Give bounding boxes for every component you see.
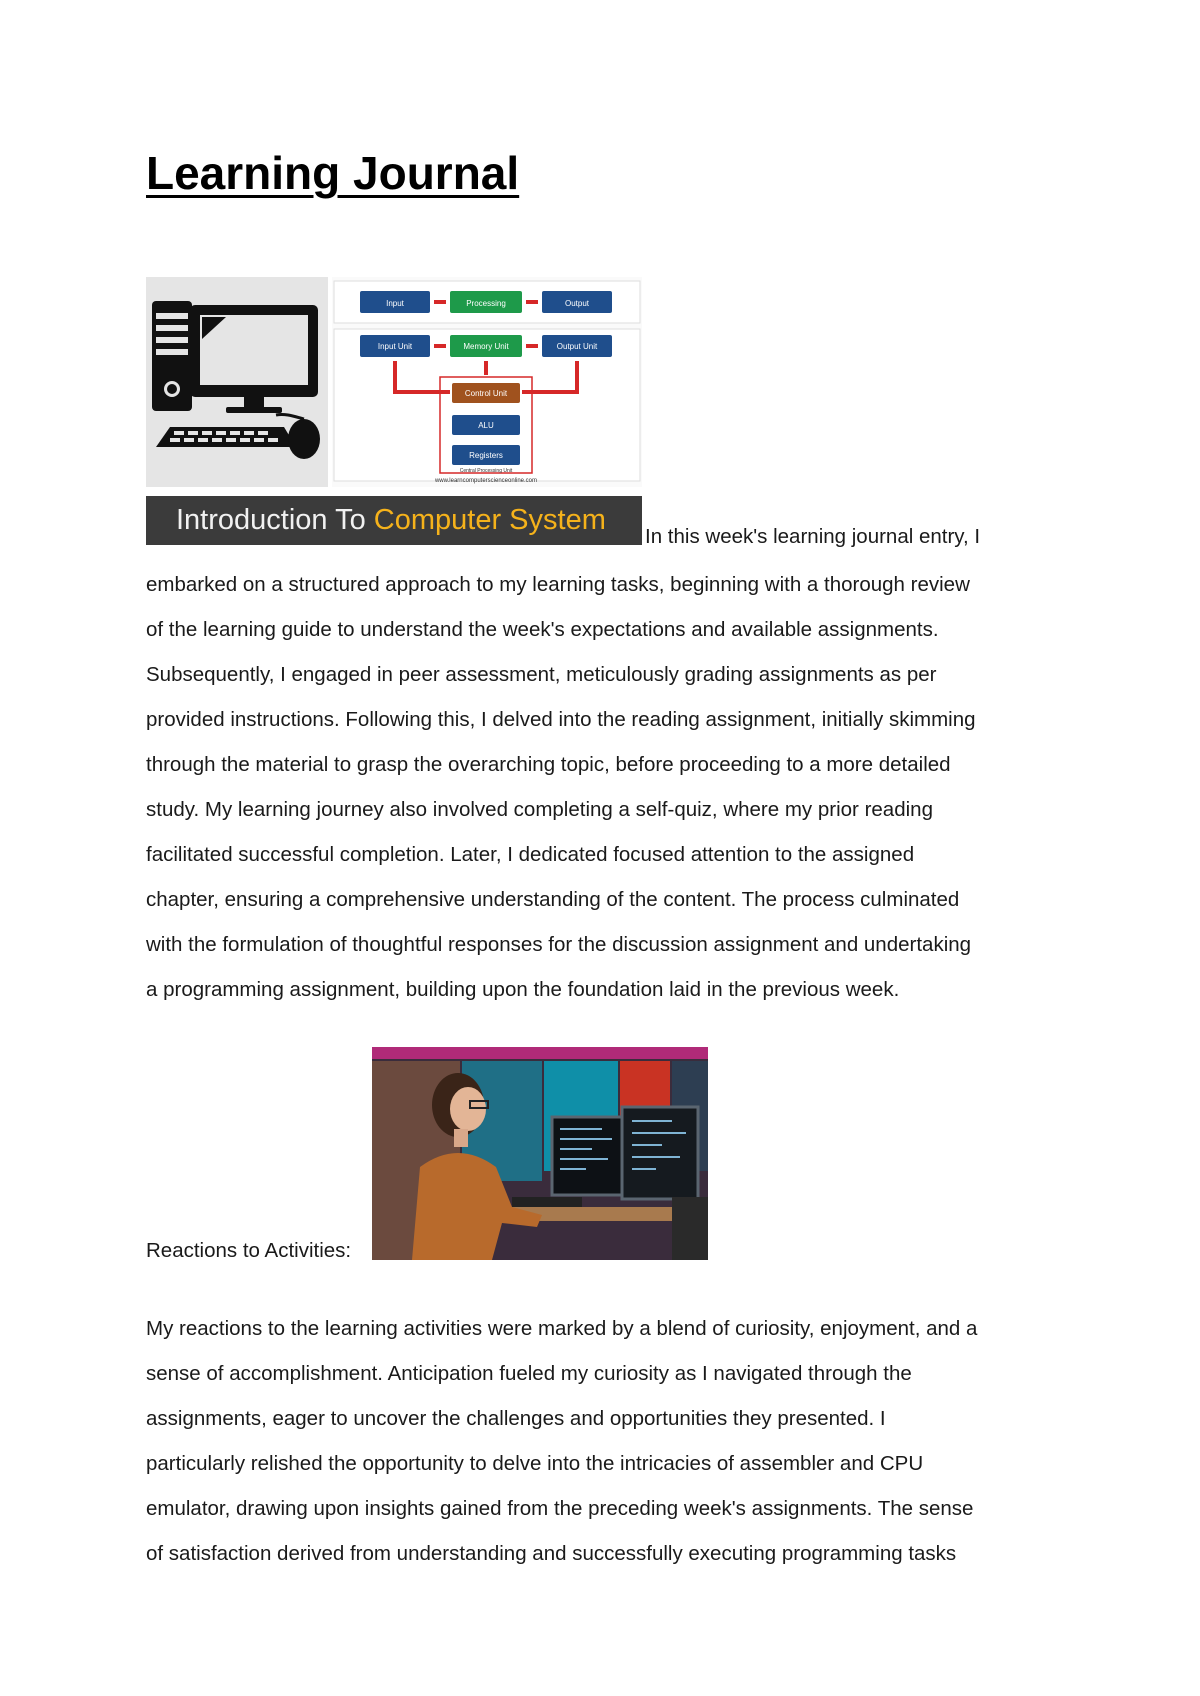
diagram-output-unit-label: Output Unit [556, 342, 598, 351]
computer-system-banner-image [146, 277, 642, 545]
diagram-control-unit-label: Control Unit [464, 389, 508, 398]
paragraph1-first-line: In this week's learning journal entry, I [645, 525, 981, 548]
banner-caption [146, 496, 642, 545]
paragraph1-line: chapter, ensuring a comprehensive understanding of the content. The process culminated [146, 888, 960, 911]
paragraph1-line: through the material to grasp the overarching topic, before proceeding to a more detailed [146, 753, 951, 776]
diagram-input-unit-label: Input Unit [377, 342, 413, 351]
diagram-cpu-label: Central Processing Unit [459, 468, 513, 474]
diagram-input-label: Input [386, 299, 404, 308]
computer-block-diagram [332, 277, 642, 487]
paragraph1-line: Subsequently, I engaged in peer assessment, meticulously grading assignments as per [146, 663, 937, 686]
diagram-processing-label: Processing [466, 299, 506, 308]
diagram-alu-label: ALU [478, 421, 494, 430]
paragraph1-line: embarked on a structured approach to my learning tasks, beginning with a thorough review [146, 573, 970, 596]
paragraph2-line: sense of accomplishment. Anticipation fueled my curiosity as I navigated through the [146, 1362, 912, 1385]
paragraph2-line: emulator, drawing upon insights gained from the preceding week's assignments. The sense [146, 1497, 974, 1520]
programmer-photo-illustration [372, 1047, 708, 1260]
paragraph1-line: facilitated successful completion. Later, I dedicated focused attention to the assigned [146, 843, 915, 866]
paragraph1-line: provided instructions. Following this, I delved into the reading assignment, initially skimming [146, 708, 976, 731]
paragraph2-line: particularly relished the opportunity to delve into the intricacies of assembler and CPU [146, 1452, 924, 1475]
block-diagram-svg [332, 277, 642, 487]
paragraph1-line: study. My learning journey also involved completing a self-quiz, where my prior reading [146, 798, 933, 821]
diagram-output-label: Output [564, 299, 590, 308]
diagram-website-label: www.learncomputerscienceonline.com [434, 478, 538, 484]
paragraph-1 [146, 562, 1066, 1012]
banner-caption-part2: Computer System [373, 504, 606, 536]
paragraph1-line: a programming assignment, building upon the foundation laid in the previous week. [146, 978, 900, 1001]
paragraph1-line: with the formulation of thoughtful responses for the discussion assignment and undertaking [146, 933, 972, 956]
paragraph1-line: of the learning guide to understand the week's expectations and available assignments. [146, 618, 939, 641]
diagram-memory-unit-label: Memory Unit [463, 342, 509, 351]
diagram-registers-label: Registers [469, 451, 503, 460]
programmer-photo [372, 1047, 708, 1260]
desktop-computer-icon [146, 277, 328, 487]
page-title: Learning Journal [146, 147, 520, 199]
reactions-label: Reactions to Activities: [146, 1239, 352, 1262]
paragraph2-line: My reactions to the learning activities were marked by a blend of curiosity, enjoyment, and a [146, 1317, 978, 1340]
paragraph2-line: assignments, eager to uncover the challenges and opportunities they presented. I [146, 1407, 886, 1430]
desktop-computer-illustration [146, 277, 328, 487]
paragraph2-line: of satisfaction derived from understanding and successfully executing programming tasks [146, 1542, 957, 1565]
paragraph-2 [146, 1306, 1066, 1576]
banner-caption-part1: Introduction To [176, 504, 366, 536]
